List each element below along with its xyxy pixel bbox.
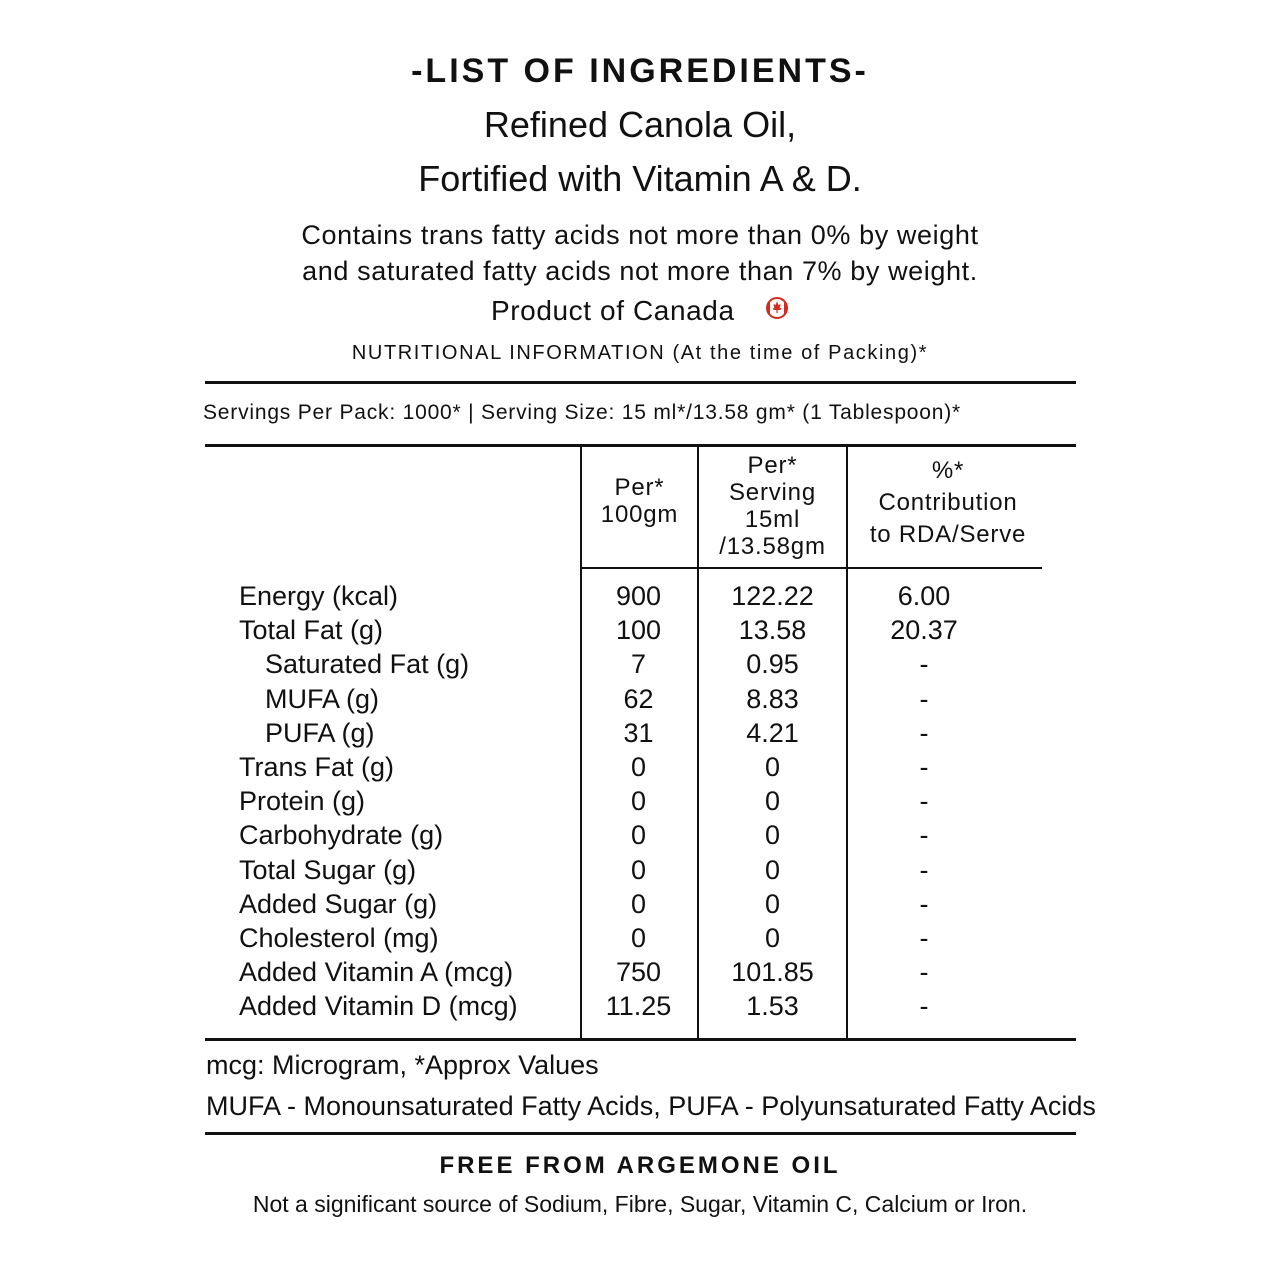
value-per-serving: 0 (764, 752, 781, 782)
nutrient-name: Energy (kcal) (239, 581, 399, 611)
value-per-serving: 0 (764, 786, 781, 817)
free-from-claim: FREE FROM ARGEMONE OIL (439, 1152, 841, 1179)
table-row (0, 853, 1280, 887)
value-rda: 6.00 (897, 581, 951, 611)
nutrient-name: MUFA (g) (265, 683, 380, 714)
value-per-100gm: 100 (615, 615, 662, 646)
divider-bottom (205, 1132, 1076, 1135)
ingredient-line-1: Refined Canola Oil, (483, 104, 797, 145)
table-row (0, 647, 1280, 681)
value-per-100gm: 7 (630, 649, 647, 680)
table-row (0, 750, 1280, 784)
value-per-100gm: 0 (630, 854, 647, 885)
value-per-100gm: 0 (630, 820, 647, 851)
canada-flag-icon (765, 294, 789, 326)
divider-table-top (205, 444, 1076, 447)
origin-text: Product of Canada (490, 295, 735, 326)
nutrient-name: Carbohydrate (g) (239, 820, 444, 851)
value-per-100gm: 750 (615, 957, 662, 988)
nutrient-name: PUFA (g) (265, 717, 375, 748)
divider-table-bottom (205, 1038, 1076, 1041)
column-header-line: to RDA/Serve (869, 521, 1027, 548)
value-per-serving: 101.85 (731, 957, 814, 988)
table-row (0, 818, 1280, 852)
column-header-line: Contribution (878, 489, 1018, 516)
value-per-100gm: 11.25 (605, 991, 672, 1022)
value-rda: - (919, 991, 929, 1022)
value-per-serving: 0.95 (746, 649, 799, 680)
value-rda: - (919, 717, 929, 748)
value-per-100gm: 31 (623, 717, 654, 748)
value-rda: - (919, 649, 929, 680)
column-header-line: 100gm (600, 501, 679, 528)
column-header-per-serving (699, 452, 846, 560)
nutrient-name: Trans Fat (g) (239, 752, 395, 782)
value-rda: - (919, 957, 929, 988)
value-per-serving: 1.53 (746, 991, 799, 1022)
column-header-line: /13.58gm (719, 533, 826, 560)
column-header-line: 15ml (744, 506, 801, 533)
value-rda: - (919, 820, 929, 851)
serving-info: Servings Per Pack: 1000* | Serving Size: 15 ml*/13.58 gm* (1 Tablespoon)* (203, 401, 962, 424)
column-header-line: Serving (729, 479, 816, 506)
value-rda: - (919, 752, 929, 782)
origin-line (0, 295, 1280, 327)
saturated-fat-note: and saturated fatty acids not more than 7% by weight. (302, 256, 978, 286)
value-per-100gm: 0 (630, 786, 647, 817)
value-per-serving: 13.58 (738, 615, 807, 646)
nutrient-name: Saturated Fat (g) (265, 649, 470, 680)
value-rda: - (919, 888, 929, 919)
value-per-serving: 4.21 (746, 717, 799, 748)
nutrition-title: NUTRITIONAL INFORMATION (At the time of Packing)* (351, 342, 929, 364)
header-underline (580, 567, 1042, 569)
column-header-per-100gm (582, 474, 697, 528)
not-significant-note: Not a significant source of Sodium, Fibre, Sugar, Vitamin C, Calcium or Iron. (252, 1191, 1028, 1217)
value-per-serving: 0 (764, 888, 781, 919)
value-per-100gm: 0 (630, 888, 647, 919)
value-per-100gm: 0 (630, 752, 647, 782)
value-rda: - (919, 854, 929, 885)
trans-fat-note: Contains trans fatty acids not more than 0% by weight (301, 220, 979, 250)
value-per-serving: 8.83 (746, 683, 799, 714)
value-rda: - (919, 683, 929, 714)
value-per-serving: 0 (764, 820, 781, 851)
value-per-100gm: 62 (623, 683, 654, 714)
value-rda: - (919, 786, 929, 817)
nutrient-name: Protein (g) (239, 786, 366, 817)
column-header-line: Per* (614, 474, 665, 501)
nutrient-name: Added Sugar (g) (239, 888, 438, 919)
value-per-serving: 122.22 (731, 581, 814, 611)
table-row (0, 682, 1280, 716)
column-header-line: %* (931, 457, 965, 484)
table-row (0, 613, 1280, 647)
value-per-serving: 0 (764, 854, 781, 885)
value-per-100gm: 900 (615, 581, 662, 611)
ingredients-heading: -LIST OF INGREDIENTS- (411, 52, 869, 90)
ingredient-line-2: Fortified with Vitamin A & D. (418, 158, 862, 199)
table-row (0, 887, 1280, 921)
table-row (0, 989, 1280, 1023)
value-per-serving: 0 (764, 923, 781, 953)
value-rda: 20.37 (890, 615, 958, 646)
nutrient-name: Total Sugar (g) (239, 854, 417, 885)
nutrient-name: Cholesterol (mg) (239, 923, 439, 953)
value-rda: - (919, 923, 929, 953)
nutrient-name: Added Vitamin A (mcg) (239, 957, 514, 988)
column-header-line: Per* (747, 452, 798, 479)
table-row (0, 716, 1280, 750)
footnote-abbreviations: MUFA - Monounsaturated Fatty Acids, PUFA - Polyunsaturated Fatty Acids (206, 1091, 1096, 1121)
divider-top (205, 381, 1076, 384)
table-row (0, 955, 1280, 989)
column-header-rda (848, 455, 1048, 551)
table-row (0, 784, 1280, 818)
table-row (0, 579, 1280, 613)
value-per-100gm: 0 (630, 923, 647, 953)
nutrient-name: Added Vitamin D (mcg) (239, 991, 518, 1022)
footnote-units: mcg: Microgram, *Approx Values (206, 1050, 599, 1080)
table-row (0, 921, 1280, 955)
nutrient-name: Total Fat (g) (239, 615, 384, 646)
